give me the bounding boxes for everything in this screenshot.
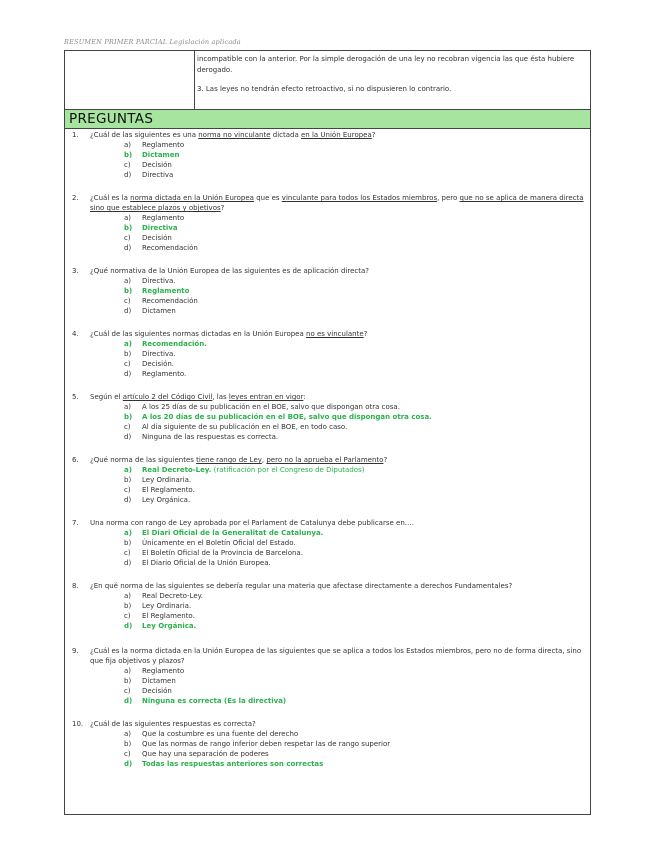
question-text: ¿En qué norma de las siguientes se debería regular una materia que afectase directamente a derechos Fundamentales? — [90, 582, 513, 590]
option: c) El Reglamento. — [124, 486, 195, 494]
option: c) Decisión. — [124, 360, 175, 368]
question-text: ¿Qué normativa de la Unión Europea de las siguientes es de aplicación directa? — [90, 267, 369, 275]
question-text: ¿Cuál de las siguientes respuestas es correcta? — [90, 720, 256, 728]
option: b) Dictamen — [124, 677, 176, 685]
document-table — [64, 50, 591, 815]
question-number: 8. — [72, 582, 79, 590]
option: d) Ley Orgánica. — [124, 496, 191, 504]
question-number: 1. — [72, 131, 79, 139]
option: b) Ley Ordinaria. — [124, 602, 192, 610]
option: d) Reglamento. — [124, 370, 187, 378]
correct-option: b) Dictamen — [124, 151, 180, 159]
continued-row — [65, 51, 590, 110]
article-paragraph: incompatible con la anterior. Por la simple derogación de una ley no recobran vigencia las que ésta hubiere derogado. — [197, 55, 575, 74]
question-text: ¿Cuál es la norma dictada en la Unión Europea que es vinculante para todos los Estados miembros, pero que no se aplica de manera directa sino que establece plazos y objetivos? — [90, 194, 584, 212]
option: a) Reglamento — [124, 667, 185, 675]
correct-option: b) Directiva — [124, 224, 178, 232]
option: c) El Reglamento. — [124, 612, 195, 620]
option: c) Recomendación — [124, 297, 198, 305]
option: a) A los 25 días de su publicación en el BOE, salvo que dispongan otra cosa. — [124, 403, 400, 411]
question-text: ¿Qué norma de las siguientes tiene rango de Ley, pero no la aprueba el Parlamento? — [90, 456, 388, 464]
question-number: 3. — [72, 267, 79, 275]
option: c) Al día siguiente de su publicación en el BOE, en todo caso. — [124, 423, 348, 431]
correct-option: d) Todas las respuestas anteriores son correctas — [124, 760, 324, 768]
option: d) Directiva — [124, 171, 174, 179]
option: d) Dictamen — [124, 307, 176, 315]
correct-option: a) Recomendación. — [124, 340, 207, 348]
question-number: 6. — [72, 456, 79, 464]
option: c) Decisión — [124, 687, 172, 695]
answer-note: (ratificación por el Congreso de Diputados) — [211, 466, 365, 474]
option: b) Ley Ordinaria. — [124, 476, 192, 484]
option: c) Decisión — [124, 234, 172, 242]
option: b) Que las normas de rango inferior deben respetar las de rango superior — [124, 740, 391, 748]
question-text: Una norma con rango de Ley aprobada por el Parlament de Catalunya debe publicarse en…. — [90, 519, 414, 527]
correct-option: a) El Diari Oficial de la Generalitat de Catalunya. — [124, 529, 324, 537]
correct-option: d) Ley Orgánica. — [124, 622, 197, 630]
section-title: PREGUNTAS — [69, 111, 154, 127]
option: b) Únicamente en el Boletín Oficial del Estado. — [124, 539, 296, 547]
question-number: 2. — [72, 194, 79, 202]
page-header: RESUMEN PRIMER PARCIAL Legislación aplicada — [64, 38, 241, 46]
option: a) Reglamento — [124, 141, 185, 149]
empty-cell — [65, 51, 195, 109]
article-text-cell — [197, 54, 582, 103]
question-number: 10. — [72, 720, 84, 728]
option: a) Reglamento — [124, 214, 185, 222]
option: c) Que hay una separación de poderes — [124, 750, 269, 758]
question-text: Según el artículo 2 del Código Civil, las leyes entran en vigor: — [90, 393, 306, 401]
question-number: 9. — [72, 647, 79, 655]
option: b) Directiva. — [124, 350, 176, 358]
option: c) Decisión — [124, 161, 172, 169]
correct-option: d) Ninguna es correcta (Es la directiva) — [124, 697, 287, 705]
question-text: ¿Cuál de las siguientes normas dictadas en la Unión Europea no es vinculante? — [90, 330, 368, 338]
article-paragraph: 3. Las leyes no tendrán efecto retroactivo, si no dispusieren lo contrario. — [197, 85, 452, 93]
question-number: 7. — [72, 519, 79, 527]
question-number: 4. — [72, 330, 79, 338]
option: d) Ninguna de las respuestas es correcta. — [124, 433, 279, 441]
correct-option: b) A los 20 días de su publicación en el BOE, salvo que dispongan otra cosa. — [124, 413, 432, 421]
option: a) Que la costumbre es una fuente del derecho — [124, 730, 299, 738]
correct-option: a) Real Decreto-Ley. (ratificación por el Congreso de Diputados) — [124, 466, 365, 474]
option: d) El Diario Oficial de la Unión Europea. — [124, 559, 271, 567]
option: c) El Boletín Oficial de la Provincia de Barcelona. — [124, 549, 303, 557]
option: a) Real Decreto-Ley. — [124, 592, 204, 600]
question-text: ¿Cuál de las siguientes es una norma no vinculante dictada en la Unión Europea? — [90, 131, 376, 139]
option: d) Recomendación — [124, 244, 198, 252]
correct-option: b) Reglamento — [124, 287, 190, 295]
section-banner — [65, 110, 590, 129]
option: a) Directiva. — [124, 277, 176, 285]
question-number: 5. — [72, 393, 79, 401]
question-text: ¿Cuál es la norma dictada en la Unión Europea de las siguientes que se aplica a todos los Estados miembros, pero no de forma directa, sino que fija objetivos y plazos? — [90, 647, 582, 665]
